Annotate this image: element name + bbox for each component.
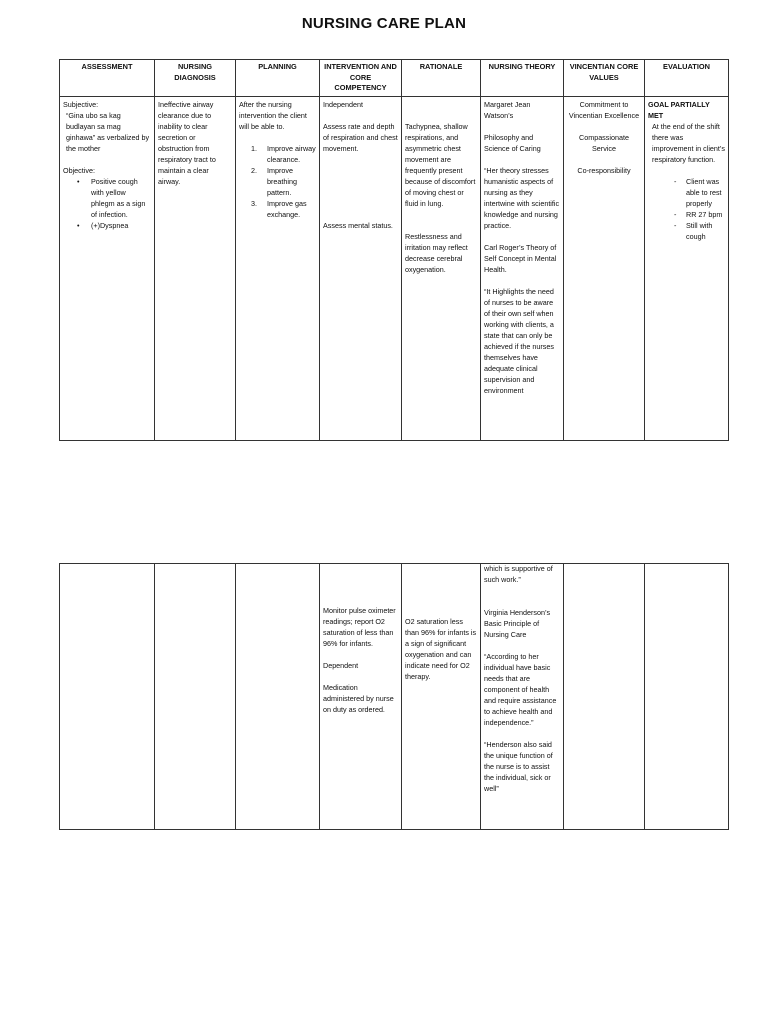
table-row	[60, 564, 729, 830]
monitor-pulse-text: Monitor pulse oximeter readings; report O2 saturation of less than 96% for infants.	[323, 606, 396, 648]
watson-quote: “Her theory stresses humanistic aspects of nursing as they intertwine with scientific knowledge and nursing practice.	[484, 165, 560, 230]
rogers-quote: “It Highlights the need of nurses to be aware of their own self when working with clients, a state that can only be achieved if the nurses themselves have adequate clinical supervision and environment	[484, 286, 554, 395]
header-evaluation: EVALUATION	[645, 60, 729, 97]
independent-label: Independent	[323, 99, 363, 109]
objective-list	[63, 176, 151, 231]
planning-list	[239, 143, 316, 220]
page-title: NURSING CARE PLAN	[301, 15, 467, 32]
header-planning: PLANNING	[236, 60, 320, 97]
objective-label: Objective:	[63, 165, 95, 175]
header-nursing-theory: NURSING THEORY	[481, 60, 564, 97]
watson-name: Margaret Jean Watson’s	[484, 99, 531, 120]
header-rationale: RATIONALE	[402, 60, 481, 97]
list-item: • Positive cough with yellow phlegm as a sign of infection.	[71, 176, 151, 220]
rogers-title: Carl Roger’s Theory of Self Concept in Mental Health.	[484, 242, 557, 274]
table-row	[60, 96, 729, 440]
henderson-quote-1: “According to her individual have basic needs that are component of health and require assistance to achieve health and independence.”	[484, 652, 557, 727]
subjective-text: “Gina ubo sa kag budlayan sa mag ginhawa” as verbalized by the mother	[66, 110, 150, 153]
rationale-tachypnea: Tachypnea, shallow respirations, and asymmetric chest movement are frequently present because of discomfort of moving chest or fluid in lung.	[405, 121, 476, 208]
diagnosis-text: Ineffective airway clearance due to inability to clear secretion or obstruction from respiratory tract to maintain a clear airway.	[158, 99, 216, 186]
evaluation-cell	[645, 96, 729, 440]
rationale-o2: O2 saturation less than 96% for infants is a sign of significant oxygenation and can indicate need for O2 therapy.	[405, 617, 477, 681]
assess-mental-text: Assess mental status.	[323, 220, 393, 230]
header-row	[60, 60, 729, 97]
rationale-cell	[402, 564, 481, 830]
diagnosis-cell	[155, 564, 236, 830]
planning-intro: After the nursing intervention the client will be able to.	[239, 99, 307, 131]
rationale-restlessness: Restlessness and irritation may reflect decrease cerebral oxygenation.	[405, 231, 468, 274]
rogers-quote-continued: which is supportive of such work.”	[484, 564, 553, 584]
list-item: - RR 27 bpm	[674, 209, 725, 220]
subjective-label: Subjective:	[63, 99, 99, 109]
list-item: 1. Improve airway clearance.	[251, 143, 316, 164]
intervention-cell	[320, 564, 402, 830]
values-cell	[564, 564, 645, 830]
henderson-title: Virginia Henderson’s Basic Principle of Nursing Care	[484, 608, 551, 639]
theory-cell	[481, 96, 564, 440]
medication-text: Medication administered by nurse on duty as ordered.	[323, 683, 394, 714]
planning-cell	[236, 96, 320, 440]
header-core-values: VINCENTIAN CORE VALUES	[564, 60, 645, 97]
evaluation-list	[648, 176, 725, 242]
evaluation-text: At the end of the shift there was improvement in client’s respiratory function.	[652, 121, 725, 164]
value-commitment: Commitment to Vincentian Excellence	[568, 99, 640, 120]
planning-cell	[236, 564, 320, 830]
watson-title: Philosophy and Science of Caring	[484, 132, 541, 153]
values-cell	[564, 96, 645, 440]
header-assessment: ASSESSMENT	[60, 60, 155, 97]
evaluation-cell	[645, 564, 729, 830]
henderson-quote-2: “Henderson also said the unique function of the nurse is to assist the individual, sick or well”	[484, 740, 553, 793]
diagnosis-cell	[155, 96, 236, 440]
assessment-cell	[60, 96, 155, 440]
rationale-cell	[402, 96, 481, 440]
list-item: • (+)Dyspnea	[71, 220, 151, 231]
list-item: - Client was able to rest properly	[674, 176, 725, 209]
list-item: - Still with cough	[674, 220, 725, 242]
theory-cell	[481, 564, 564, 830]
dependent-label: Dependent	[323, 661, 359, 670]
value-coresponsibility: Co-responsibility	[577, 165, 631, 175]
value-compassionate: Compassionate Service	[579, 132, 629, 153]
header-nursing-diagnosis: NURSING DIAGNOSIS	[155, 60, 236, 97]
list-item: 2. Improve breathing pattern.	[251, 165, 297, 197]
care-plan-table-continued	[59, 563, 729, 830]
intervention-cell	[320, 96, 402, 440]
assessment-cell	[60, 564, 155, 830]
header-intervention: INTERVENTION AND CORE COMPETENCY	[320, 60, 402, 97]
goal-status: GOAL PARTIALLY MET	[648, 99, 710, 120]
list-item: 3. Improve gas exchange.	[251, 198, 307, 219]
care-plan-table	[59, 59, 729, 441]
assess-rate-text: Assess rate and depth of respiration and chest movement.	[323, 121, 398, 153]
